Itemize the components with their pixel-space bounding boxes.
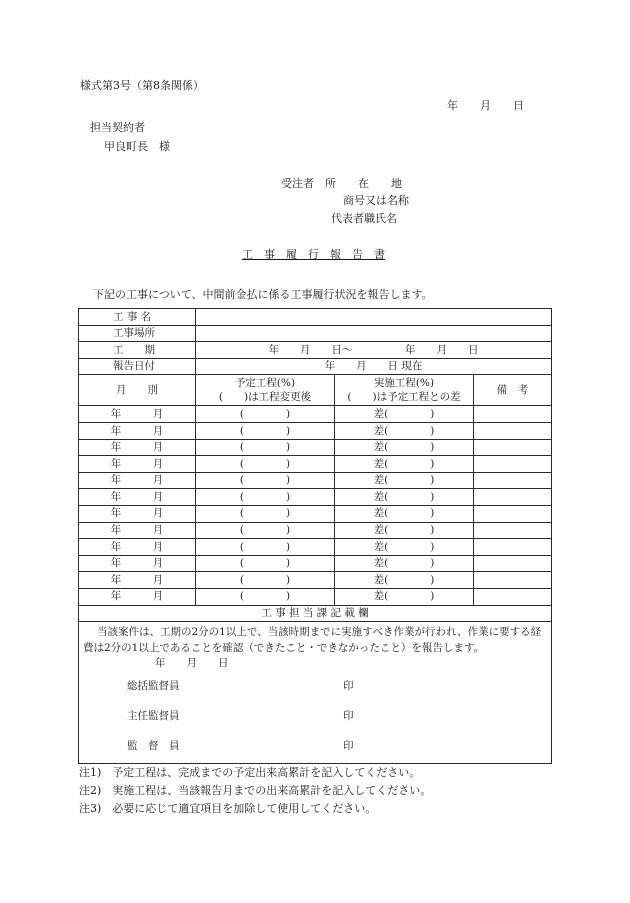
- sender-address-label: 受注者 所 在 地: [281, 177, 402, 190]
- actual-header-line1: 実施工程(%): [373, 377, 435, 390]
- actual-cell: 差( ): [335, 588, 474, 605]
- actual-cell: 差( ): [335, 472, 474, 489]
- planned-column-header: [196, 375, 335, 406]
- actual-cell: 差( ): [335, 555, 474, 572]
- month-cell: 年 月: [79, 572, 196, 589]
- actual-cell: 差( ): [335, 505, 474, 522]
- remarks-cell: [474, 522, 552, 539]
- document-title: 工 事 履 行 報 告 書: [242, 248, 385, 261]
- table-row: [79, 572, 552, 589]
- remarks-cell: [474, 505, 552, 522]
- project-name-label: 工 事 名: [79, 309, 196, 326]
- actual-cell: 差( ): [335, 572, 474, 589]
- month-cell: 年 月: [79, 439, 196, 456]
- report-date-label: 報告日付: [79, 358, 196, 375]
- intro-text: 下記の工事について、中間前金払に係る工事履行状況を報告します。: [93, 288, 433, 301]
- actual-cell: 差( ): [335, 489, 474, 506]
- note-3: 注3) 必要に応じて適宜項目を加除して使用してください。: [79, 802, 377, 815]
- report-date-value: 年 月 日 現在: [196, 358, 552, 375]
- actual-cell: 差( ): [335, 439, 474, 456]
- month-column-header: 月 別: [79, 375, 196, 406]
- project-place-label: 工事場所: [79, 325, 196, 342]
- month-cell: 年 月: [79, 406, 196, 423]
- planned-cell: ( ): [196, 456, 335, 473]
- section-title-confirmation: 工 事 担 当 課 記 載 欄: [79, 605, 552, 622]
- table-row: [79, 522, 552, 539]
- note-2: 注2) 実施工程は、当該報告月までの出来高累計を記入してください。: [79, 784, 432, 797]
- month-cell: 年 月: [79, 505, 196, 522]
- planned-cell: ( ): [196, 539, 335, 556]
- month-cell: 年 月: [79, 588, 196, 605]
- planned-cell: ( ): [196, 505, 335, 522]
- planned-cell: ( ): [196, 555, 335, 572]
- planned-cell: ( ): [196, 439, 335, 456]
- actual-cell: 差( ): [335, 422, 474, 439]
- sender-representative-label: 代表者職氏名: [331, 212, 397, 225]
- month-cell: 年 月: [79, 555, 196, 572]
- table-row: [79, 588, 552, 605]
- confirmation-box: [79, 622, 552, 764]
- planned-cell: ( ): [196, 572, 335, 589]
- confirmation-date: 年 月 日: [155, 657, 229, 670]
- signature-row-supervisor: [83, 731, 547, 761]
- project-name-field: [196, 309, 552, 326]
- remarks-cell: [474, 588, 552, 605]
- table-row: [79, 555, 552, 572]
- table-row: [79, 539, 552, 556]
- actual-cell: 差( ): [335, 539, 474, 556]
- remarks-cell: [474, 489, 552, 506]
- sender-company-label: 商号又は名称: [343, 194, 409, 207]
- planned-header-line2: ( )は工程変更後: [218, 391, 312, 404]
- addressee-role: 担当契約者: [90, 121, 145, 134]
- month-cell: 年 月: [79, 422, 196, 439]
- planned-cell: ( ): [196, 472, 335, 489]
- signature-label: 総括監督員: [127, 679, 180, 692]
- signature-label: 主任監督員: [127, 709, 180, 722]
- month-cell: 年 月: [79, 489, 196, 506]
- actual-header-line2: ( )は予定工程との差: [347, 391, 461, 404]
- signature-label: 監 督 員: [127, 739, 180, 752]
- remarks-cell: [474, 406, 552, 423]
- period-value: 年 月 日～ 年 月 日: [196, 342, 552, 359]
- month-cell: 年 月: [79, 472, 196, 489]
- table-row: [79, 472, 552, 489]
- table-row: [79, 422, 552, 439]
- remarks-cell: [474, 439, 552, 456]
- remarks-cell: [474, 472, 552, 489]
- actual-cell: 差( ): [335, 456, 474, 473]
- remarks-cell: [474, 456, 552, 473]
- remarks-cell: [474, 555, 552, 572]
- planned-cell: ( ): [196, 489, 335, 506]
- remarks-cell: [474, 539, 552, 556]
- planned-cell: ( ): [196, 422, 335, 439]
- seal-mark: 印: [343, 679, 354, 692]
- addressee-name: 甲良町長 様: [104, 140, 170, 153]
- period-label: 工 期: [79, 342, 196, 359]
- table-row: [79, 439, 552, 456]
- document-date: 年 月 日: [447, 99, 524, 112]
- month-cell: 年 月: [79, 539, 196, 556]
- actual-cell: 差( ): [335, 406, 474, 423]
- signature-row-general: [83, 671, 547, 701]
- project-place-field: [196, 325, 552, 342]
- report-table: [78, 308, 552, 764]
- remarks-column-header: 備 考: [474, 375, 552, 406]
- seal-mark: 印: [343, 709, 354, 722]
- month-cell: 年 月: [79, 522, 196, 539]
- table-row: [79, 456, 552, 473]
- note-1: 注1) 予定工程は、完成までの予定出来高累計を記入してください。: [79, 766, 421, 779]
- actual-cell: 差( ): [335, 522, 474, 539]
- signature-row-chief: [83, 701, 547, 731]
- form-number: 様式第3号（第8条関係）: [80, 79, 204, 92]
- remarks-cell: [474, 572, 552, 589]
- planned-cell: ( ): [196, 588, 335, 605]
- planned-header-line1: 予定工程(%): [234, 377, 296, 390]
- table-row: [79, 489, 552, 506]
- remarks-cell: [474, 422, 552, 439]
- planned-cell: ( ): [196, 522, 335, 539]
- planned-cell: ( ): [196, 406, 335, 423]
- table-row: [79, 505, 552, 522]
- table-row: [79, 406, 552, 423]
- confirmation-text: 当該案件は、工期の2分の1以上で、当該時期までに実施すべき作業が行われ、作業に要する経費は2分の1以上であることを確認（できたこと・できなかったこと）を報告します。: [83, 626, 542, 655]
- actual-column-header: [335, 375, 474, 406]
- month-cell: 年 月: [79, 456, 196, 473]
- seal-mark: 印: [343, 739, 354, 752]
